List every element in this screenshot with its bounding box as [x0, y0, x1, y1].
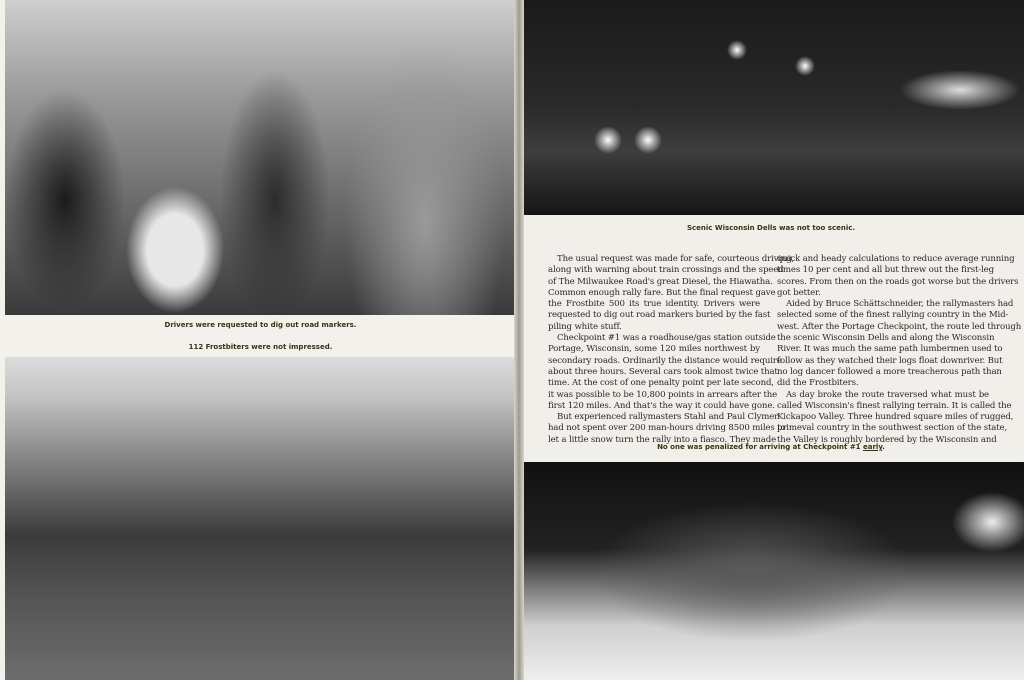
text-line: called Wisconsin's finest rallying terrain. It is called the — [777, 400, 1012, 411]
text-line: the scenic Wisconsin Dells and along the Wisconsin — [777, 333, 995, 344]
text-line: The usual request was made for safe, courteous driving, — [557, 254, 795, 264]
caption-corvette-text: No one was penalized for arriving at Checkpoint #1 — [657, 443, 863, 451]
text-line: let a little snow turn the rally into a fiasco. They made — [548, 434, 777, 445]
text-line: piling white stuff. — [548, 321, 622, 332]
text-line: times 10 per cent and all but threw out the first-leg — [777, 265, 994, 276]
text-line: quick and heady calculations to reduce average running — [777, 254, 1015, 264]
text-line: had not spent over 200 man-hours driving 8500 miles to — [548, 423, 786, 434]
text-line: selected some of the finest rallying country in the Mid- — [777, 310, 1009, 321]
text-line: the Frostbite 500 its true identity. Drivers were — [548, 299, 760, 310]
text-line: first 120 miles. And that's the way it could have gone. — [548, 400, 775, 411]
text-line: Checkpoint #1 was a roadhouse/gas station outside — [557, 333, 776, 344]
caption-corvette — [518, 443, 1024, 451]
text-line: got better. — [777, 287, 821, 298]
caption-corvette-emphasis: early — [863, 443, 883, 451]
text-line: west. After the Portage Checkpoint, the route led through — [777, 321, 1022, 332]
text-line: secondary roads. Ordinarily the distance would require — [548, 355, 782, 366]
photo-crowd-of-drivers — [5, 0, 516, 315]
text-line: follow as they watched their logs float downriver. But — [777, 355, 1003, 366]
text-line: requested to dig out road markers buried by the fast — [548, 310, 771, 321]
text-line: Common enough rally fare. But the final request gave — [548, 287, 776, 298]
text-line: Portage, Wisconsin, some 120 miles northwest by — [548, 344, 760, 355]
text-line: Kickapoo Valley. Three hundred square miles of rugged, — [777, 412, 1014, 423]
text-line: River. It was much the same path lumbermen used to — [777, 344, 1003, 355]
text-line: of The Milwaukee Road's great Diesel, the Hiawatha. — [548, 276, 773, 287]
text-column-2 — [777, 254, 1022, 446]
caption-corvette-end: . — [882, 443, 885, 451]
text-column-1 — [548, 254, 795, 446]
text-line: it was possible to be 10,800 points in arrears after the — [548, 389, 778, 400]
text-line: primeval country in the southwest section of the state, — [777, 423, 1008, 434]
photo-parked-cars — [5, 357, 516, 680]
caption-night: Scenic Wisconsin Dells was not too scenic. — [686, 224, 856, 232]
text-line: time. At the cost of one penalty point per late second, — [548, 378, 774, 389]
text-line: the Valley is roughly bordered by the Wisconsin and — [777, 434, 997, 445]
caption-crowd: Drivers were requested to dig out road markers. — [164, 321, 357, 329]
page-gutter — [514, 0, 524, 680]
caption-parking: 112 Frostbiters were not impressed. — [188, 343, 333, 351]
text-line: scores. From then on the roads got worse but the drivers — [777, 276, 1019, 287]
text-line: about three hours. Several cars took almost twice that — [548, 366, 778, 377]
photo-snowy-corvette — [522, 462, 1024, 680]
text-line: along with warning about train crossings and the speed — [548, 265, 784, 276]
text-line: But experienced rallymasters Stahl and Paul Clymer — [557, 412, 779, 423]
text-line: did the Frostbiters. — [777, 378, 859, 389]
text-line: Aided by Bruce Schättschneider, the rallymasters had — [786, 299, 1014, 310]
text-line: As day broke the route traversed what must be — [786, 389, 989, 400]
photo-night-road — [522, 0, 1024, 215]
text-line: no log dancer followed a more treacherous path than — [777, 366, 1002, 377]
